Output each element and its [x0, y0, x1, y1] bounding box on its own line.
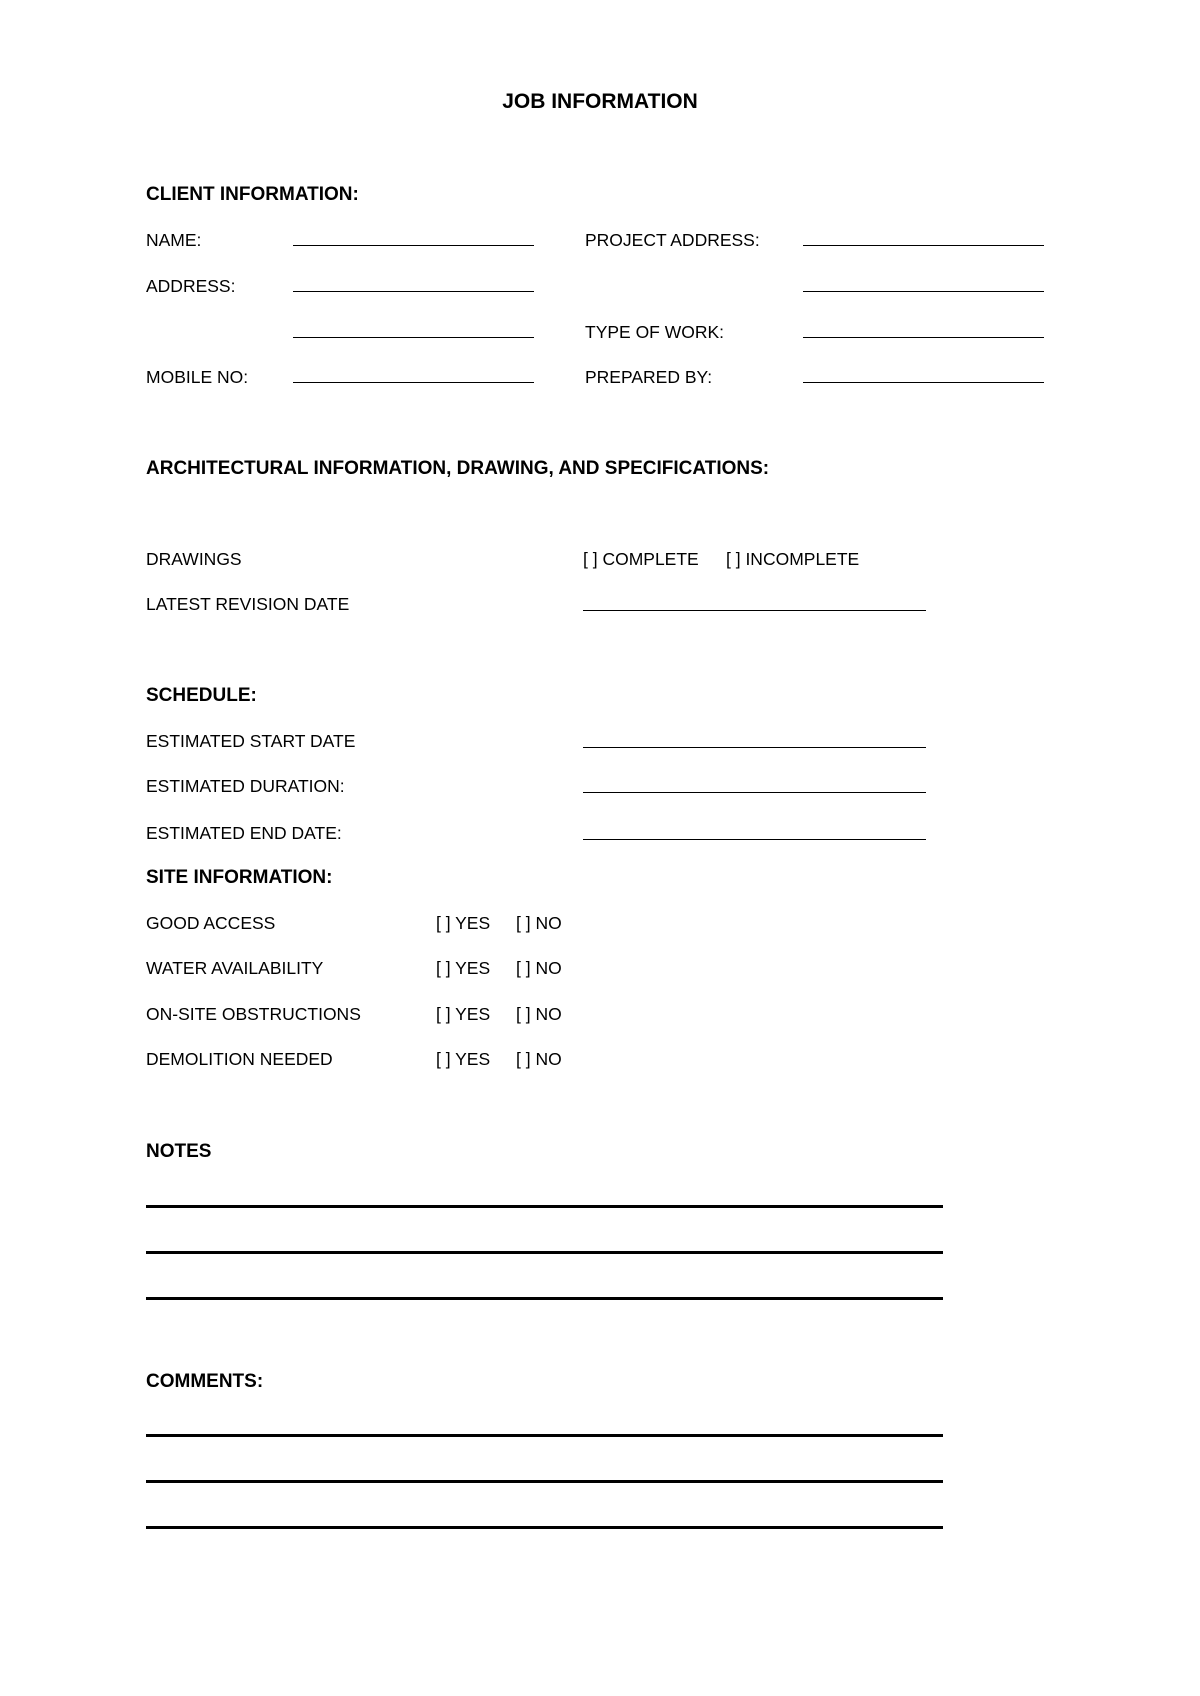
good-access-no-checkbox[interactable]: [ ] NO [516, 913, 562, 933]
on-site-obstructions-no-checkbox[interactable]: [ ] NO [516, 1004, 562, 1024]
project-address-field[interactable] [803, 245, 1044, 246]
type-of-work-field[interactable] [803, 337, 1044, 338]
drawings-complete-checkbox[interactable]: [ ] COMPLETE [583, 549, 699, 569]
notes-heading: NOTES [146, 1141, 212, 1162]
site-item-label: DEMOLITION NEEDED [146, 1049, 333, 1069]
notes-line[interactable] [146, 1205, 943, 1208]
schedule-heading: SCHEDULE: [146, 685, 257, 706]
mobile-no-label: MOBILE NO: [146, 367, 249, 387]
comments-line[interactable] [146, 1480, 943, 1483]
notes-line[interactable] [146, 1251, 943, 1254]
latest-revision-date-field[interactable] [583, 610, 926, 611]
comments-line[interactable] [146, 1434, 943, 1437]
name-field[interactable] [293, 245, 534, 246]
mobile-no-field[interactable] [293, 382, 534, 383]
address-label: ADDRESS: [146, 276, 236, 296]
estimated-duration-label: ESTIMATED DURATION: [146, 776, 345, 796]
prepared-by-label: PREPARED BY: [585, 367, 713, 387]
prepared-by-field[interactable] [803, 382, 1044, 383]
demolition-needed-no-checkbox[interactable]: [ ] NO [516, 1049, 562, 1069]
client-information-heading: CLIENT INFORMATION: [146, 184, 359, 205]
drawings-label: DRAWINGS [146, 549, 242, 569]
good-access-yes-checkbox[interactable]: [ ] YES [436, 913, 491, 933]
latest-revision-date-label: LATEST REVISION DATE [146, 594, 350, 614]
name-label: NAME: [146, 230, 202, 250]
comments-heading: COMMENTS: [146, 1371, 264, 1392]
estimated-duration-field[interactable] [583, 792, 926, 793]
site-item-label: ON-SITE OBSTRUCTIONS [146, 1004, 361, 1024]
estimated-end-date-field[interactable] [583, 839, 926, 840]
site-item-label: GOOD ACCESS [146, 913, 276, 933]
page-title: JOB INFORMATION [502, 90, 698, 113]
estimated-start-date-label: ESTIMATED START DATE [146, 731, 356, 751]
water-availability-yes-checkbox[interactable]: [ ] YES [436, 958, 491, 978]
estimated-start-date-field[interactable] [583, 747, 926, 748]
demolition-needed-yes-checkbox[interactable]: [ ] YES [436, 1049, 491, 1069]
on-site-obstructions-yes-checkbox[interactable]: [ ] YES [436, 1004, 491, 1024]
type-of-work-label: TYPE OF WORK: [585, 322, 725, 342]
site-information-heading: SITE INFORMATION: [146, 867, 333, 888]
site-item-label: WATER AVAILABILITY [146, 958, 324, 978]
architectural-heading: ARCHITECTURAL INFORMATION, DRAWING, AND SPECIFICATIONS: [146, 458, 770, 479]
comments-line[interactable] [146, 1526, 943, 1529]
water-availability-no-checkbox[interactable]: [ ] NO [516, 958, 562, 978]
notes-line[interactable] [146, 1297, 943, 1300]
drawings-incomplete-checkbox[interactable]: [ ] INCOMPLETE [726, 549, 860, 569]
estimated-end-date-label: ESTIMATED END DATE: [146, 823, 342, 843]
address-field-line-2[interactable] [293, 337, 534, 338]
project-address-field-line-2[interactable] [803, 291, 1044, 292]
project-address-label: PROJECT ADDRESS: [585, 230, 760, 250]
address-field-line-1[interactable] [293, 291, 534, 292]
